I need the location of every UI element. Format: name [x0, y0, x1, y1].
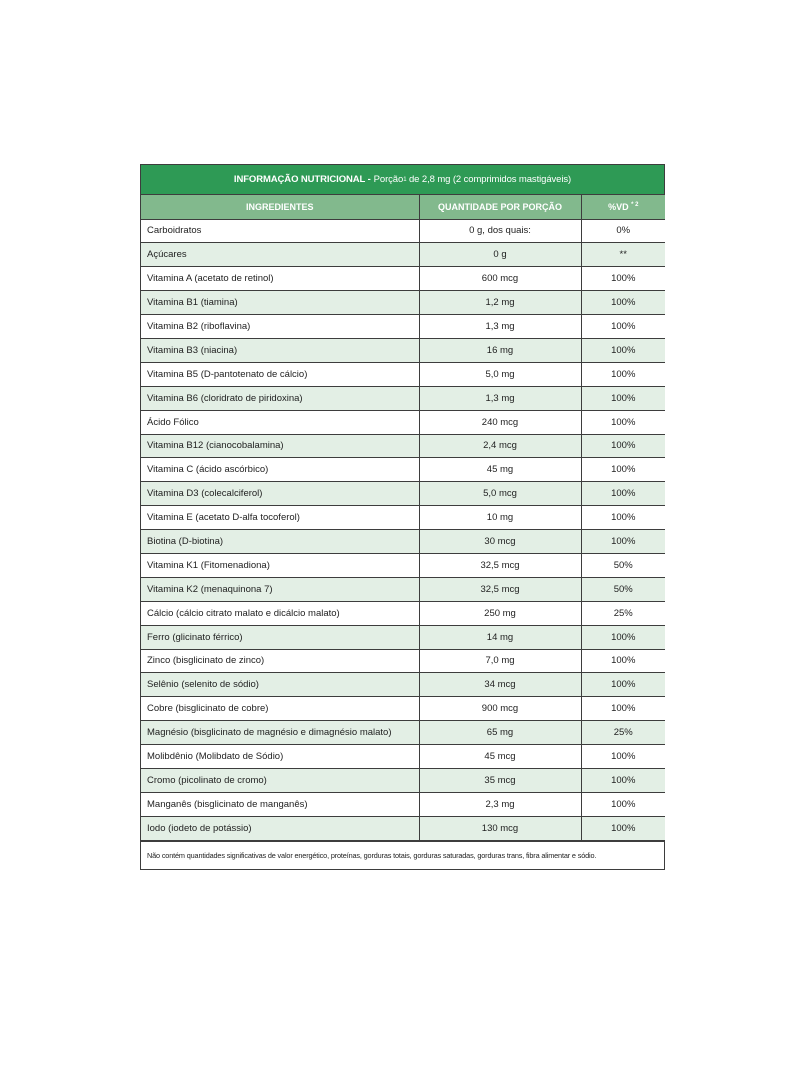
table-row [141, 219, 665, 243]
nutrition-title-bold: INFORMAÇÃO NUTRICIONAL - [233, 174, 371, 185]
vd-cell: 100% [581, 506, 665, 530]
quantity-cell: 1,2 mg [419, 291, 581, 315]
vd-cell: 100% [581, 816, 665, 840]
ingredient-cell: Vitamina K2 (menaquinona 7) [141, 577, 419, 601]
ingredient-cell: Manganês (bisglicinato de manganês) [141, 792, 419, 816]
column-header-vd-label: %VD [608, 201, 629, 212]
quantity-cell: 1,3 mg [419, 315, 581, 339]
quantity-cell: 65 mg [419, 721, 581, 745]
quantity-cell: 30 mcg [419, 530, 581, 554]
serving-label: Porção [373, 174, 404, 185]
ingredient-cell: Selênio (selenito de sódio) [141, 673, 419, 697]
quantity-cell: 240 mcg [419, 410, 581, 434]
quantity-cell: 2,4 mcg [419, 434, 581, 458]
ingredient-cell: Molibdênio (Molibdato de Sódio) [141, 745, 419, 769]
vd-cell: 100% [581, 434, 665, 458]
column-header-vd-footnote: * 2 [631, 201, 639, 208]
table-row [141, 816, 665, 840]
vd-cell: 100% [581, 745, 665, 769]
vd-cell: 100% [581, 362, 665, 386]
ingredient-cell: Vitamina E (acetato D-alfa tocoferol) [141, 506, 419, 530]
table-row [141, 243, 665, 267]
table-row [141, 530, 665, 554]
table-row [141, 601, 665, 625]
vd-cell: 0% [581, 219, 665, 243]
vd-cell: 100% [581, 410, 665, 434]
ingredient-cell: Vitamina B6 (cloridrato de piridoxina) [141, 386, 419, 410]
quantity-cell: 0 g [419, 243, 581, 267]
table-row [141, 768, 665, 792]
vd-cell: 100% [581, 267, 665, 291]
ingredient-cell: Vitamina D3 (colecalciferol) [141, 482, 419, 506]
vd-cell: 100% [581, 649, 665, 673]
quantity-cell: 16 mg [419, 338, 581, 362]
quantity-cell: 35 mcg [419, 768, 581, 792]
vd-cell: 100% [581, 291, 665, 315]
vd-cell: 50% [581, 577, 665, 601]
table-row [141, 410, 665, 434]
vd-cell: 100% [581, 697, 665, 721]
ingredient-cell: Vitamina B1 (tiamina) [141, 291, 419, 315]
vd-cell: 100% [581, 315, 665, 339]
ingredient-cell: Vitamina B2 (riboflavina) [141, 315, 419, 339]
serving-size: de 2,8 mg (2 comprimidos mastigáveis) [406, 174, 572, 185]
vd-cell: 100% [581, 530, 665, 554]
table-row [141, 458, 665, 482]
quantity-cell: 10 mg [419, 506, 581, 530]
ingredient-cell: Zinco (bisglicinato de zinco) [141, 649, 419, 673]
ingredient-cell: Vitamina B5 (D-pantotenato de cálcio) [141, 362, 419, 386]
table-row [141, 434, 665, 458]
table-row [141, 291, 665, 315]
quantity-cell: 130 mcg [419, 816, 581, 840]
quantity-cell: 0 g, dos quais: [419, 219, 581, 243]
quantity-cell: 45 mg [419, 458, 581, 482]
table-row [141, 386, 665, 410]
nutrition-title: INFORMAÇÃO NUTRICIONAL - Porção 1 de 2,8 mg (2 comprimidos mastigáveis) [141, 165, 664, 195]
quantity-cell: 32,5 mcg [419, 577, 581, 601]
ingredient-cell: Vitamina B3 (niacina) [141, 338, 419, 362]
table-row [141, 362, 665, 386]
vd-cell: 100% [581, 625, 665, 649]
table-row [141, 482, 665, 506]
table-row [141, 649, 665, 673]
quantity-cell: 14 mg [419, 625, 581, 649]
table-footnote: Não contém quantidades significativas de valor energético, proteínas, gorduras totais, gorduras saturadas, gorduras trans, fibra alimentar e sódio. [141, 841, 664, 869]
table-row [141, 792, 665, 816]
ingredient-cell: Magnésio (bisglicinato de magnésio e dimagnésio malato) [141, 721, 419, 745]
table-row [141, 506, 665, 530]
table-row [141, 338, 665, 362]
table-row [141, 267, 665, 291]
quantity-cell: 5,0 mcg [419, 482, 581, 506]
column-header-quantity: QUANTIDADE POR PORÇÃO [419, 195, 581, 219]
vd-cell: 100% [581, 338, 665, 362]
quantity-cell: 5,0 mg [419, 362, 581, 386]
quantity-cell: 32,5 mcg [419, 553, 581, 577]
ingredient-cell: Açúcares [141, 243, 419, 267]
quantity-cell: 250 mg [419, 601, 581, 625]
quantity-cell: 600 mcg [419, 267, 581, 291]
table-row [141, 577, 665, 601]
vd-cell: 100% [581, 768, 665, 792]
ingredient-cell: Cobre (bisglicinato de cobre) [141, 697, 419, 721]
ingredient-cell: Biotina (D-biotina) [141, 530, 419, 554]
ingredient-cell: Vitamina C (ácido ascórbico) [141, 458, 419, 482]
nutrition-table [141, 195, 665, 841]
table-row [141, 625, 665, 649]
nutrition-facts-panel [140, 164, 665, 870]
vd-cell: 50% [581, 553, 665, 577]
quantity-cell: 34 mcg [419, 673, 581, 697]
vd-cell: 100% [581, 482, 665, 506]
table-row [141, 553, 665, 577]
table-row [141, 745, 665, 769]
table-row [141, 697, 665, 721]
vd-cell: 100% [581, 673, 665, 697]
table-header-row [141, 195, 665, 219]
ingredient-cell: Iodo (iodeto de potássio) [141, 816, 419, 840]
ingredient-cell: Ferro (glicinato férrico) [141, 625, 419, 649]
table-row [141, 673, 665, 697]
table-row [141, 315, 665, 339]
ingredient-cell: Ácido Fólico [141, 410, 419, 434]
quantity-cell: 900 mcg [419, 697, 581, 721]
quantity-cell: 7,0 mg [419, 649, 581, 673]
vd-cell: 25% [581, 721, 665, 745]
ingredient-cell: Carboidratos [141, 219, 419, 243]
ingredient-cell: Cálcio (cálcio citrato malato e dicálcio malato) [141, 601, 419, 625]
ingredient-cell: Vitamina K1 (Fitomenadiona) [141, 553, 419, 577]
column-header-vd [581, 195, 665, 219]
vd-cell: 25% [581, 601, 665, 625]
vd-cell: 100% [581, 792, 665, 816]
table-row [141, 721, 665, 745]
quantity-cell: 1,3 mg [419, 386, 581, 410]
ingredient-cell: Vitamina B12 (cianocobalamina) [141, 434, 419, 458]
quantity-cell: 45 mcg [419, 745, 581, 769]
ingredient-cell: Cromo (picolinato de cromo) [141, 768, 419, 792]
vd-cell: 100% [581, 458, 665, 482]
vd-cell: ** [581, 243, 665, 267]
ingredient-cell: Vitamina A (acetato de retinol) [141, 267, 419, 291]
quantity-cell: 2,3 mg [419, 792, 581, 816]
column-header-ingredients: INGREDIENTES [141, 195, 419, 219]
vd-cell: 100% [581, 386, 665, 410]
